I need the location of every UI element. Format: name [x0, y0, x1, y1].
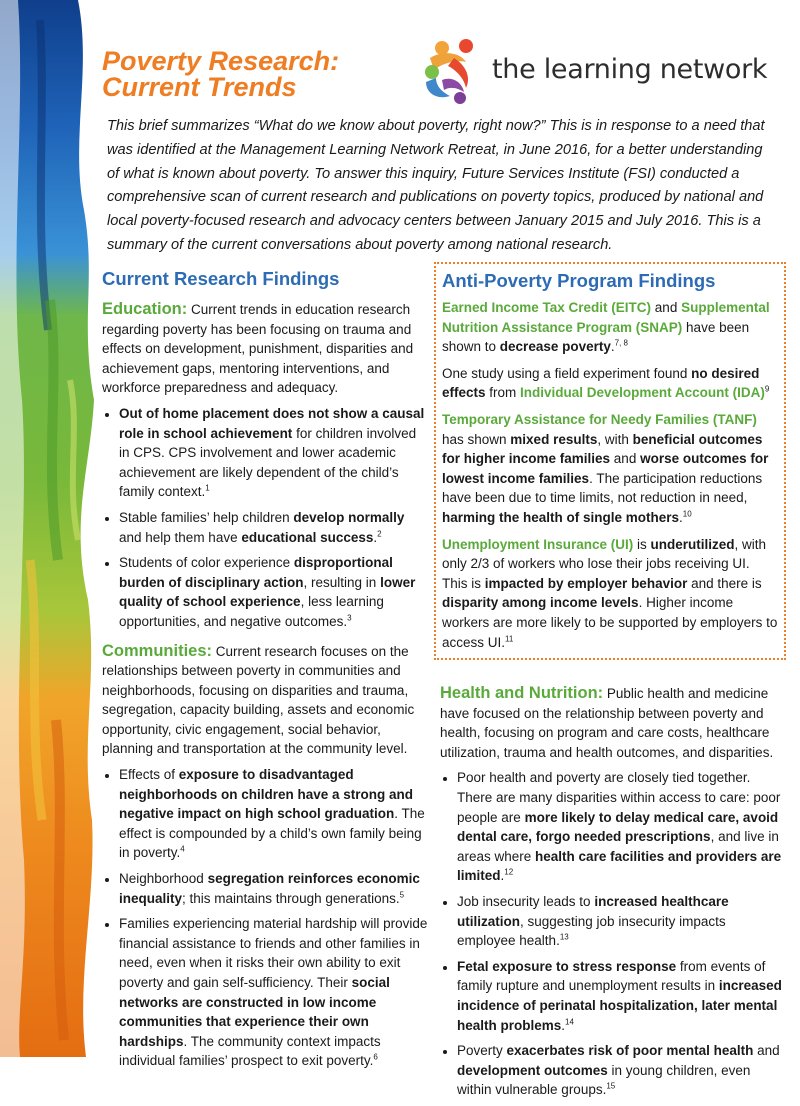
- page-title: [102, 48, 339, 100]
- tanf-paragraph: Temporary Assistance for Needy Families (TANF) has shown mixed results, with beneficial outcomes for higher income families and worse outcomes for lowest income families. The participation reductions have been due to time limits, not reduction in need, harming the health of single mothers.$^{10}$: [442, 411, 769, 525]
- list-item: • Poor health and poverty are closely tied together. There are many disparities within access to care: poor people are more likely to delay medical care, avoid dental care, forgo needed prescriptions, and live in areas where health care facilities and providers are limited.$^{12}$: [457, 768, 786, 886]
- logo-text: the learning network: [492, 54, 768, 85]
- communities-intro: Communities: Current research focuses on the relationships between poverty in communities and neighborhoods, focusing on disparities and trauma, segregation, capacity building, assets and economic opportunity, civic engagement, social behavior, planning and transportation at the community level.: [102, 641, 415, 757]
- paint-stroke-border: [0, 0, 100, 1057]
- health-intro: Health and Nutrition: Public health and medicine have focused on the relationship between poverty and health, focusing on program and care costs, healthcare utilization, trauma and health outcomes, and disparities.: [440, 684, 774, 760]
- anti-poverty-heading: Anti-Poverty Program Findings: [442, 270, 716, 291]
- list-item: • Students of color experience disproportional burden of disciplinary action, resulting in lower quality of school experience, less learning opportunities, and negative outcomes.$^3$: [119, 553, 428, 631]
- list-item: • Stable families’ help children develop normally and help them have educational success.$^2$: [119, 508, 428, 547]
- title-line-1: Poverty Research:: [102, 46, 340, 76]
- intro-paragraph: This brief summarizes “What do we know about poverty, right now?” This is in response to a need that was identified at the Management Learning Network Retreat, in June 2016, for a better understanding of what is known about poverty. To answer this inquiry, Future Services Institute (FSI) conducted a comprehensive scan of current research and publications on poverty topics, produced by national and local poverty-focused research and advocacy centers between January 2015 and July 2016. This is a summary of the current conversations about poverty among national research.: [107, 118, 765, 253]
- ida-paragraph: One study using a field experiment found no desired effects from Individual Development Account (IDA)$^9$: [442, 365, 770, 401]
- title-line-2: Current Trends: [102, 72, 297, 102]
- health-list: [440, 768, 786, 1100]
- health-heading: Health and Nutrition:: [440, 684, 604, 703]
- list-item: • Effects of exposure to disadvantaged neighborhoods on children have a strong and negative impact on high school graduation. The effect is compounded by a child’s own family being in poverty.$^4$: [119, 765, 428, 863]
- health-section: [434, 684, 786, 1100]
- learning-network-logo-icon: [420, 36, 484, 108]
- list-item: • Fetal exposure to stress response from events of family rupture and unemployment results in increased incidence of perinatal hospitalization, later mental health problems.$^{14}$: [457, 957, 786, 1035]
- learning-network-logo: [420, 36, 790, 108]
- education-intro: Education: Current trends in education research regarding poverty has been focusing on trauma and effects on development, punishment, disparities and achievement gaps, mentoring interventions, and workforce preparedness and adequacy.: [102, 300, 414, 396]
- list-item: • Families experiencing material hardship will provide financial assistance to friends and other families in need, even when it risks their own ability to exit poverty and gain self-sufficiency. Their social networks are constructed in low income communities that experience their own hardships. The community context impacts individual families’ prospect to exit poverty.$^6$: [119, 914, 428, 1071]
- ui-paragraph: Unemployment Insurance (UI) is underutilized, with only 2/3 of workers who lose their jobs receiving UI. This is impacted by employer behavior and there is disparity among income levels. Higher income workers are more likely to be supported by employers to access UI.$^{11}$: [442, 536, 778, 650]
- right-column: [434, 262, 786, 1106]
- eitc-snap-paragraph: Earned Income Tax Credit (EITC) and Supplemental Nutrition Assistance Program (SNAP) have been shown to decrease poverty.$^{7, 8}$: [442, 300, 770, 355]
- list-item: • Neighborhood segregation reinforces economic inequality; this maintains through generations.$^5$: [119, 869, 428, 908]
- communities-list: [102, 765, 428, 1071]
- education-list: [102, 404, 428, 632]
- left-column: [102, 268, 428, 1077]
- current-research-heading: Current Research Findings: [102, 268, 340, 289]
- communities-heading: Communities:: [102, 641, 213, 660]
- list-item: • Poverty exacerbates risk of poor mental health and development outcomes in young children, even within vulnerable groups.$^{15}$: [457, 1041, 786, 1100]
- list-item: • Out of home placement does not show a causal role in school achievement for children involved in CPS. CPS involvement and lower academic achievement are likely dependent of the child’s family context.$^1$: [119, 404, 428, 502]
- education-heading: Education:: [102, 300, 188, 318]
- anti-poverty-box: [434, 262, 786, 660]
- list-item: • Job insecurity leads to increased healthcare utilization, suggesting job insecurity impacts employee health.$^{13}$: [457, 892, 786, 951]
